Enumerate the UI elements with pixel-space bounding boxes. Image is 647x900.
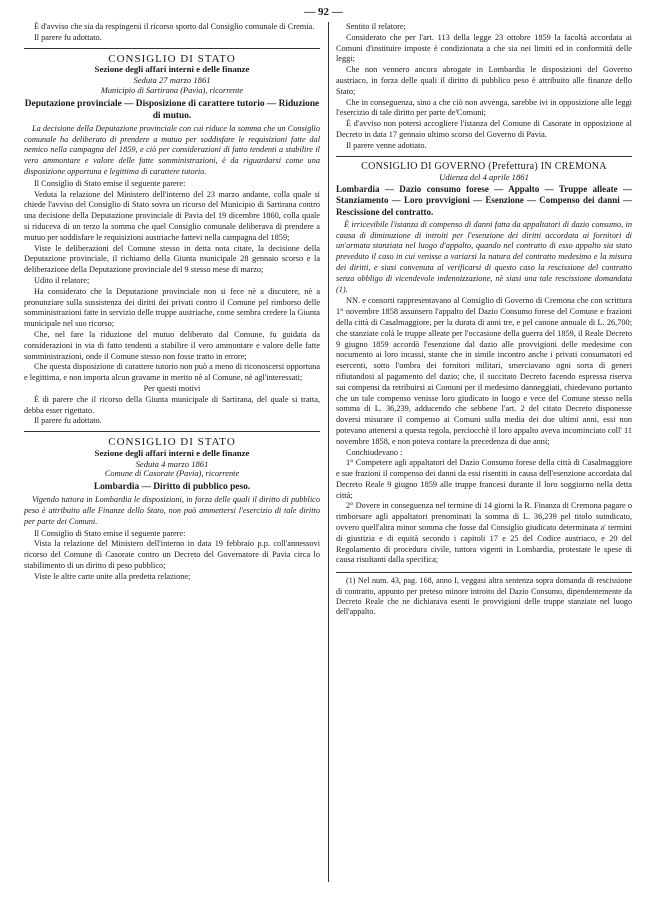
- footnote-rule: [336, 572, 632, 573]
- case-paragraph: Il Consiglio di Stato emise il seguente parere:: [34, 528, 186, 538]
- case-summary: La decisione della Deputazione provinciale con cui riduce la somma che un Consiglio comunale ha deliberato di prendere a mutuo per soddisfare le requisizioni fatte dal nemico nella campagna del 1859, e ciò per considerazioni di fatto tendenti a stabilire il vero ammontare e valore delle fatte somministrazioni, è da riguardarsi come una disposizione opportuna e legittima di carattere tutorio.: [24, 123, 320, 176]
- case-paragraph: Che, nel fare la riduzione del mutuo deliberato dal Comune, fu guidata da considerazioni in via di fatto tendenti a stabilire il vero ammontare e valore delle fatte somministrazioni, onde il Comune stesso non fosse tratto in errore;: [24, 329, 320, 361]
- case-summary: È irricevibile l'istanza di compenso di danni fatta da appaltatori di dazio consumo, in causa di diminuzione di introiti per l'esenzione dei diritti accordata ai fornitori di un'armata stanziata nel luogo d'appalto, quando nel contratto di esso appalto sia stato preveduto il caso in cui venisse a variarsi la natura del contratto medesimo e la misura dei diritti, e siasi convenuta al verificarsi di questo caso la rescissione del contratto senza obbligo di vicendevole indennizzazione, nè siasi una tale rescissione domandata (1).: [336, 219, 632, 294]
- case-paragraph: Udito il relatore;: [34, 275, 90, 285]
- footnote: (1) Nel num. 43, pag. 168, anno I, veggasi altra sentenza sopra domanda di rescissione di contratto, appunto per preteso minore introito del Dazio Consumo, dipendentemente da Decreto Reale che ne dichiarava esenti le provvigioni delle truppe stanziate nel luogo dell'appalto.: [336, 576, 632, 617]
- case-paragraph: Viste le altre carte unite alla predetta relazione;: [34, 571, 191, 581]
- case-date: Seduta 27 marzo 1861: [133, 75, 211, 86]
- case-section: Sezione degli affari interni e delle finanze: [94, 447, 250, 458]
- case-paragraph: NN. e consorti rappresentavano al Consiglio di Governo di Cremona che con scrittura 1° novembre 1858 assunsero l'appalto del Dazio Consumo forese del Comune e frazioni della città di Casalmaggiore, per la durata di anni tre, e pel canone annuale di L. 26,700; che stanziate colà le truppe alleate per l'occasione della guerra del 1859, il Reale Decreto 9 giugno 1859 accordò l'esenzione dal dazio alle provvigioni delle medesime con nocumento ai loro incassi, stante che in simile incontro anche i privati consumatori ed esercenti, sotto l'ombra dei fornitori militari, smerciavano ogni sorta di generi rifiutandosi al pagamento del dazio; che, il succitato Decreto facendo espressa riserva sui compensi da retribuirsi ai Comuni per il medesimo danneggiati, chiedevano portanto che un tale compenso venisse loro giudicato in luogo e vece del Comune stesso nella somma di L. 36,239, adducendo che sebbene l'art. 2 del citato Decreto disponesse doversi misurare il compenso ai Comuni sulla media dei due ultimi anni, essi non potevano attenersi a questa regola, perciocchè il loro appalto aveva incominciato coll' 11 novembre 1858, e non poteva contare la precedenza di due anni;: [336, 296, 632, 446]
- right-paragraph: Il parere venne adottato.: [346, 140, 427, 150]
- case-paragraph: Conchiudevano :: [346, 447, 403, 457]
- case-paragraph: 1° Competere agli appaltatori del Dazio Consumo forese della città di Casalmaggiore e sue frazioni il compenso dei danni da essi risentiti in causa dell'esenzione accordata dal Decreto Reale 9 giugno 1859 alle truppe francesi durante il loro soggiorno nella detta città;: [336, 458, 632, 500]
- case-date: Seduta 4 marzo 1861: [135, 458, 209, 469]
- case-municipality: Comune di Casorate (Pavia), ricorrente: [104, 469, 240, 479]
- case-date: Udienza del 4 aprile 1861: [439, 172, 529, 183]
- case-paragraph: È di parere che il ricorso della Giunta municipale di Sartirana, del quale si tratta, debba esser rigettato.: [24, 394, 320, 415]
- column-divider: [328, 22, 329, 882]
- section-rule: [24, 431, 320, 432]
- right-column: [336, 22, 632, 618]
- right-paragraph: Considerato che per l'art. 113 della legge 23 ottobre 1859 la facoltà accordata ai Comuni d'instituire imposte è condizionata a che sia nei limiti ed in conformità delle leggi;: [336, 32, 632, 64]
- case-paragraph: Che questa disposizione di carattere tutorio non può a meno di riconoscersi opportuna e legittima, e non importa alcun gravame in merito nè al Comune, nè agl'interessati;: [24, 362, 320, 383]
- case-municipality: Municipio di Sartirana (Pavia), ricorrente: [100, 85, 244, 95]
- case-paragraph: Il parere fu adottato.: [34, 416, 102, 426]
- case-header: CONSIGLIO DI STATO: [108, 436, 236, 449]
- case-subject: Lombardia — Diritto di pubblico peso.: [93, 482, 251, 493]
- case-header: CONSIGLIO DI STATO: [108, 52, 236, 65]
- section-rule: [24, 48, 320, 49]
- case-section: Sezione degli affari interni e delle finanze: [94, 64, 250, 75]
- case-paragraph: Ha considerato che la Deputazione provinciale non si fece nè a discutere, nè a pronunziare sulla sussistenza dei diritti dei privati contro il Comune pel rimborso delle somministrazioni fatte in servizio delle truppe austriache, come sembra credere la Giunta municipale nel suo ricorso;: [24, 286, 320, 329]
- left-top-line-2: Il parere fu adottato.: [34, 32, 102, 42]
- case-subject: Lombardia — Dazio consumo forese — Appalto — Truppe alleate — Stanziamento — Loro provvigioni — Esenzione — Compenso dei danni — Rescissione del contratto.: [336, 184, 632, 217]
- case-paragraph: Il Consiglio di Stato emise il seguente parere:: [34, 178, 186, 188]
- case-paragraph: 2° Dovere in conseguenza nel termine di 14 giorni la R. Finanza di Cremona pagare o rimborsare agli appaltatori prenominati la somma di L. 36,239 pel titolo suindicato, ovvero quell'altra minor somma che fosse dal Consiglio giudicato determinata a' termini di giustizia e di equità secondo i capitoli 17 e 25 del Codice austriaco, e 20 del Regolamento di procedura civile, tuttora vigenti in Lombardia, protestate le spese di causa risultanti dalla specifica;: [336, 501, 632, 565]
- right-paragraph: Che non vennero ancora abrogate in Lombardia le disposizioni del Governo austriaco, in forza delle quali il diritto di pubblico peso è attribuito alle finanze dello Stato;: [336, 65, 632, 96]
- left-column: [24, 22, 320, 583]
- case-casorate: [24, 437, 320, 583]
- case-paragraph: Viste le deliberazioni del Comune stesso in detta nota citate, la decisione della Deputazione provinciale, il richiamo della Giunta municipale 28 gennaio scorso e la deliberazione della Deputazione provinciale del 9 stesso mese di marzo;: [24, 243, 320, 275]
- case-paragraph: Per questi motivi: [143, 383, 201, 393]
- case-paragraph: Vista la relazione del Ministero dell'interno in data 19 febbraio p.p. coll'annessovi ricorso del Comune di Casorate contro un Decreto del Governatore di Pavia circa lo stabilimento di un diritto di peso pubblico;: [24, 539, 320, 571]
- case-header: CONSIGLIO DI GOVERNO (Prefettura) IN CREMONA: [361, 160, 607, 172]
- case-sartirana: [24, 54, 320, 428]
- case-subject: Deputazione provinciale — Disposizione di carattere tutorio — Riduzione di mutuo.: [24, 98, 320, 121]
- right-paragraph: Che in conseguenza, sino a che ciò non avvenga, sarebbe ivi in opposizione alle leggi l'esercizio di tale diritto per parte de'Comuni;: [336, 97, 632, 118]
- right-paragraph: Sentito il relatore;: [346, 22, 406, 31]
- right-paragraph: È d'avviso non potersi accogliere l'istanza del Comune di Casorate in opposizione al Decreto in data 17 gennaio ultimo scorso del Governo di Pavia.: [336, 119, 632, 139]
- case-paragraph: Veduta la relazione del Ministero dell'interno del 23 marzo andante, colla quale si chiede l'avviso del Consiglio di Stato sovra un ricorso del Municipio di Sartirana contro una decisione della Deputazione provinciale di Pavia del 19 dicembre 1860, colla quale si riduceva di un terzo la somma che quel Consiglio comunale deliberava di prendere a mutuo per soddisfare le requisizioni austriache fattevi nella campagna del 1859;: [24, 189, 320, 242]
- case-summary: Vigendo tuttora in Lombardia le disposizioni, in forza delle quali il diritto di pubblico peso è attribuito alle Finanze dello Stato, non può ammettersi l'esercizio di tale diritto per parte dei Comuni.: [24, 495, 320, 526]
- case-cremona: [336, 162, 632, 567]
- section-rule: [336, 156, 632, 157]
- page-number: — 92 —: [304, 6, 343, 18]
- left-top-line-1: È d'avviso che sia da respingersi il ricorso sporto dal Consiglio comunale di Cremia.: [34, 22, 315, 31]
